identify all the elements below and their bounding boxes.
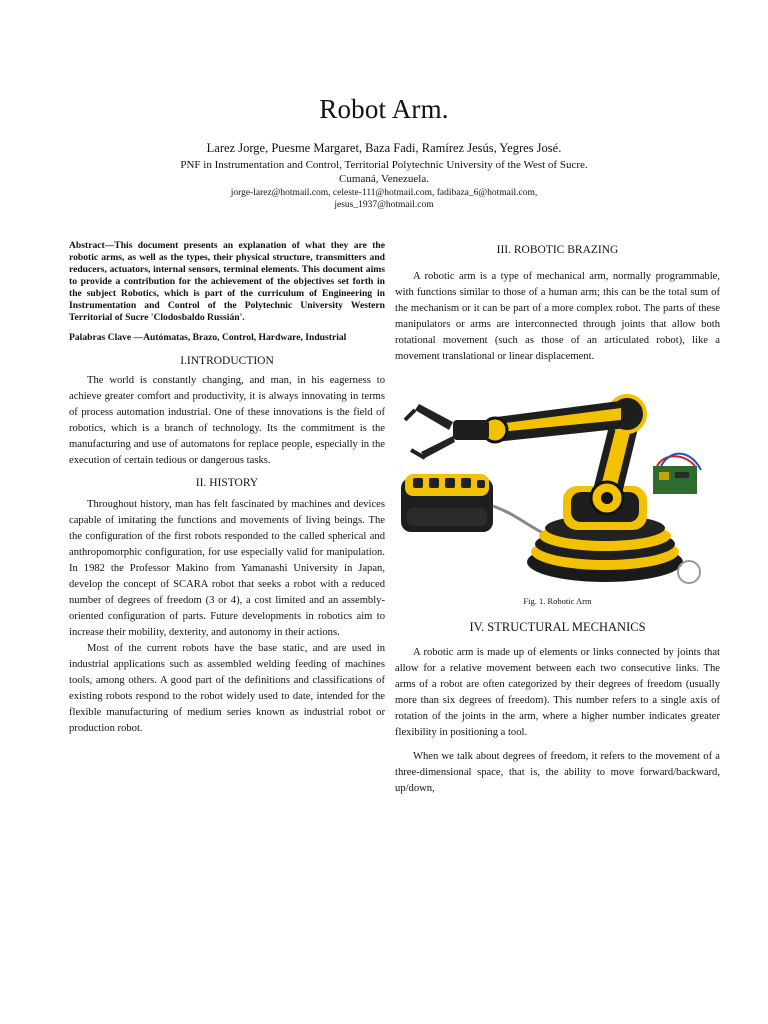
paper-title: Robot Arm.: [319, 94, 449, 124]
section-heading-introduction: I.INTRODUCTION: [180, 355, 274, 367]
affiliation-line-1: PNF in Instrumentation and Control, Territorial Polytechnic University of the West of Sucre.: [180, 159, 588, 171]
structural-mechanics-paragraph-2: When we talk about degrees of freedom, it refers to the movement of a three-dimensional space, that is, the ability to move forward/backward, up/down,: [395, 751, 720, 794]
abstract: Abstract—This document presents an explanation of what they are the robotic arms, as well as the types, their physical structure, transmitters and reducers, actuators, internal sensors, terminal elements. This document aims to provide a contribution for the achievement of the objectives set forth in the subject Robotics, which is part of the curriculum of Engineering in Instrumentation and Control of the Polytechnic University Western Territorial of Sucre 'Clodosbaldo Russián'.: [69, 240, 385, 323]
affiliation: [0, 158, 768, 186]
right-column: [395, 240, 720, 797]
section-heading-history: II. HISTORY: [195, 477, 259, 489]
controller-box: [401, 474, 493, 532]
author-list: Larez Jorge, Puesme Margaret, Baza Fadi, Ramírez Jesús, Yegres José.: [206, 141, 562, 155]
history-paragraph-2: Most of the current robots have the base static, and are used in industrial applications such as assembled welding feeding of machines tools, among others. A good part of the definitions and classifications of existing robots respond to the robot widely used to date, intended for the flexible manufacturing of medium series known as industrial robot or production robot.: [69, 643, 385, 734]
robotic-brazing-paragraph: A robotic arm is a type of mechanical arm, normally programmable, with functions similar to those of a human arm; this can be the total sum of the mechanism or it can be part of a more complex robot. The parts of these manipulators or arms are interconnected through joints that allow both rotational movement (such as those of an articulated robot), like a movement translational or linear displacement.: [395, 271, 720, 362]
structural-mechanics-paragraph-1: A robotic arm is made up of elements or links connected by joints that allow for a relative movement between each two consecutive links. The arms of a robot are often categorized by their degrees of freedom (usually more than six degrees of freedom). This number refers to a single axis of rotation of the joints in the arm, where a higher number indicates greater flexibility in positioning a tool.: [395, 647, 720, 738]
figure-caption: Fig. 1. Robotic Arm: [523, 596, 592, 606]
emails-line-1: jorge-larez@hotmail.com, celeste-111@hotmail.com, fadibaza_6@hotmail.com,: [230, 188, 538, 198]
author-emails: [0, 187, 768, 211]
affiliation-line-2: Cumaná, Venezuela.: [339, 173, 429, 185]
introduction-paragraph: The world is constantly changing, and man, in his eagerness to achieve greater comfort and productivity, it is always innovating in terms of process automation industrial. One of these innovations is the field of robotics, which is a branch of technology. Its the commitment is the manufacturing and use of automatons for replace people, especially in the execution of certain tedious or dangerous tasks.: [69, 375, 385, 466]
arm-gripper: [405, 404, 489, 458]
arm-upper-segment: [483, 400, 627, 442]
section-heading-structural-mechanics: IV. STRUCTURAL MECHANICS: [469, 620, 646, 634]
left-column: [69, 240, 385, 737]
robotic-arm-figure: [395, 374, 720, 590]
keywords: Palabras Clave —Autómatas, Brazo, Control, Hardware, Industrial: [69, 332, 347, 343]
section-heading-robotic-brazing: III. ROBOTIC BRAZING: [496, 244, 619, 256]
circuit-board: [653, 454, 701, 494]
control-cable: [493, 506, 545, 534]
brand-badge-icon: [678, 561, 700, 583]
history-paragraph-1: Throughout history, man has felt fascinated by machines and devices capable of imitating the functions and movements of living beings. The the configuration of the first robots responded to the called spherical and anthropomorphic configuration, for use especially valid for manipulation. In 1982 the Professor Makino from Yamanashi University in Japan, develop the concept of SCARA robot that seeks a robot with a reduced number of degrees of freedom (3 or 4), a cost limited and an assembly-oriented configuration of parts. Future developments in robotics aim to increase their mobility, dexterity, and autonomy in their actions.: [69, 499, 385, 638]
robotic-arm-illustration: [395, 374, 720, 590]
emails-line-2: jesus_1937@hotmail.com: [334, 200, 434, 210]
